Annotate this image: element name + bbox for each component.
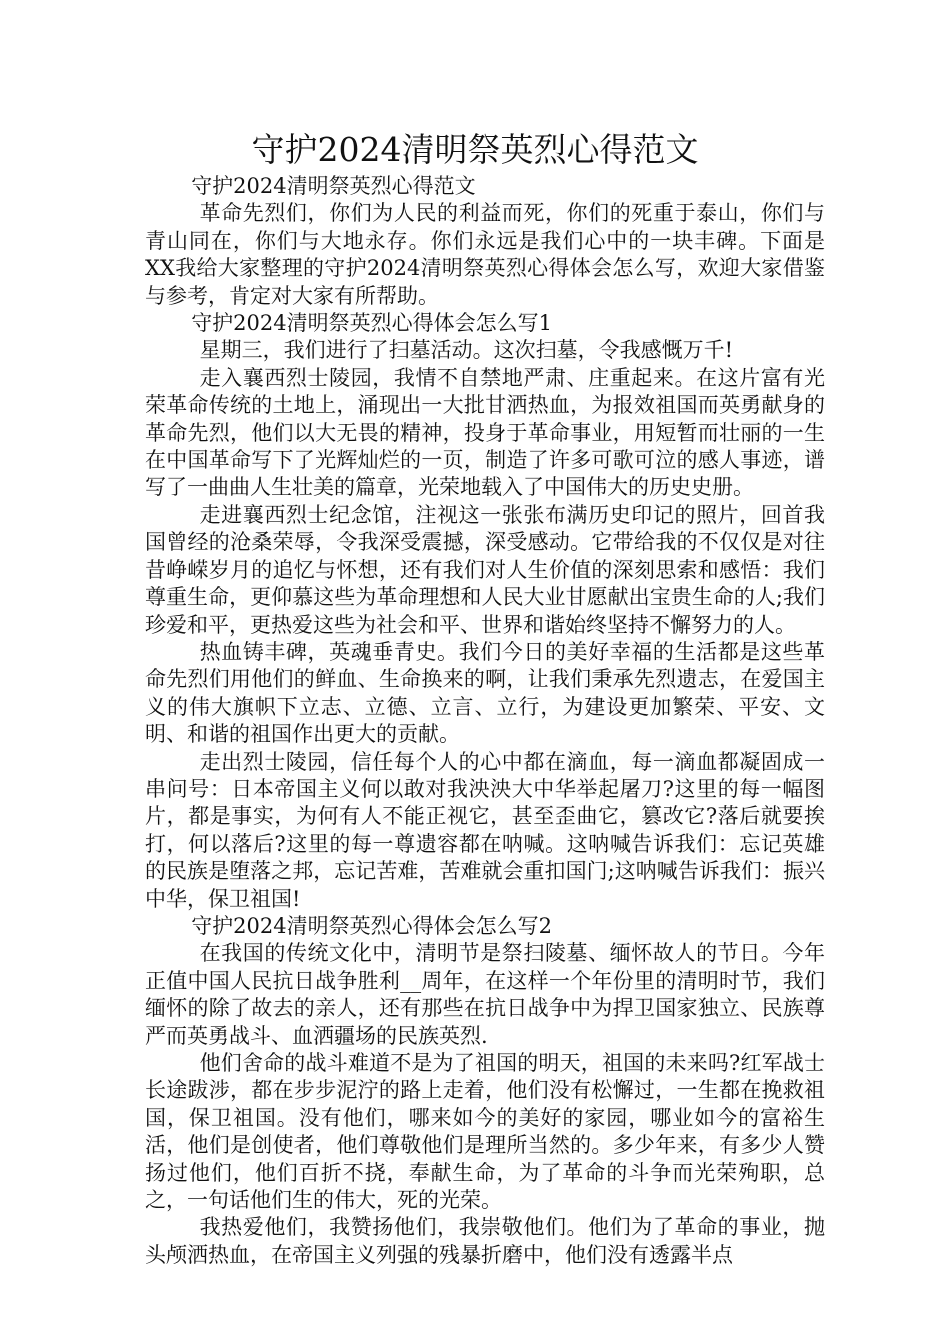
section-heading-2: 守护2024清明祭英烈心得体会怎么写2	[191, 913, 552, 938]
body-paragraph: 走进襄西烈士纪念馆，注视这一张张布满历史印记的照片，回首我国曾经的沧桑荣辱，令我深受震撼，深受感动。它带给我的不仅仅是对往昔峥嵘岁月的追忆与怀想，还有我们对人生价值的深刻思索和感悟：我们尊重生命，更仰慕这些为革命理想和人民大业甘愿献出宝贵生命的人;我们珍爱和平，更热爱这些为社会和平、世界和谐始终坚持不懈努力的人。	[145, 502, 825, 637]
document-title: 守护2024清明祭英烈心得范文	[251, 130, 699, 169]
subtitle-paragraph: 守护2024清明祭英烈心得范文	[191, 174, 476, 198]
intro-paragraph: 革命先烈们，你们为人民的利益而死，你们的死重于泰山，你们与青山同在，你们与大地永存。你们永远是我们心中的一块丰碑。下面是XX我给大家整理的守护2024清明祭英烈心得体会怎么写，欢迎大家借鉴与参考，肯定对大家有所帮助。	[145, 201, 825, 308]
document-body	[145, 173, 825, 1269]
body-paragraph: 星期三，我们进行了扫墓活动。这次扫墓，令我感慨万千!	[199, 338, 734, 363]
body-paragraph: 他们舍命的战斗难道不是为了祖国的明天，祖国的未来吗?红军战士长途跋涉，都在步步泥泞的路上走着，他们没有松懈过，一生都在挽救祖国，保卫祖国。没有他们，哪来如今的美好的家园，哪业如今的富裕生活，他们是创使者，他们尊敬他们是理所当然的。多少年来，有多少人赞扬过他们，他们百折不挠，奉献生命，为了革命的斗争而光荣殉职，总之，一句话他们生的伟大，死的光荣。	[145, 1051, 825, 1213]
section-heading-1: 守护2024清明祭英烈心得体会怎么写1	[191, 311, 552, 336]
body-paragraph: 热血铸丰碑，英魂垂青史。我们今日的美好幸福的生活都是这些革命先烈们用他们的鲜血、生命换来的啊，让我们秉承先烈遗志，在爱国主义的伟大旗帜下立志、立德、立言、立行，为建设更加繁荣、平安、文明、和谐的祖国作出更大的贡献。	[145, 639, 825, 747]
body-paragraph: 我热爱他们，我赞扬他们，我崇敬他们。他们为了革命的事业，抛头颅洒热血，在帝国主义列强的残暴折磨中，他们没有透露半点	[145, 1215, 825, 1267]
body-paragraph: 在我国的传统文化中，清明节是祭扫陵墓、缅怀故人的节日。今年正值中国人民抗日战争胜利__周年，在这样一个年份里的清明时节，我们缅怀的除了故去的亲人，还有那些在抗日战争中为捍卫国家独立、民族尊严而英勇战斗、血洒疆场的民族英烈.	[145, 941, 825, 1048]
body-paragraph: 走入襄西烈士陵园，我情不自禁地严肃、庄重起来。在这片富有光荣革命传统的土地上，涌现出一大批甘洒热血，为报效祖国而英勇献身的革命先烈，他们以大无畏的精神，投身于革命事业，用短暂而壮丽的一生在中国革命写下了光辉灿烂的一页，制造了许多可歌可泣的感人事迹，谱写了一曲曲人生壮美的篇章，光荣地载入了中国伟大的历史史册。	[145, 365, 825, 500]
body-paragraph: 走出烈士陵园，信任每个人的心中都在滴血，每一滴血都凝固成一串问号：日本帝国主义何以敢对我泱泱大中华举起屠刀?这里的每一幅图片，都是事实，为何有人不能正视它，甚至歪曲它，篡改它?落后就要挨打，何以落后?这里的每一尊遗容都在呐喊。这呐喊告诉我们：忘记英雄的民族是堕落之邦，忘记苦难，苦难就会重扣国门;这呐喊告诉我们：振兴中华，保卫祖国!	[145, 749, 825, 911]
